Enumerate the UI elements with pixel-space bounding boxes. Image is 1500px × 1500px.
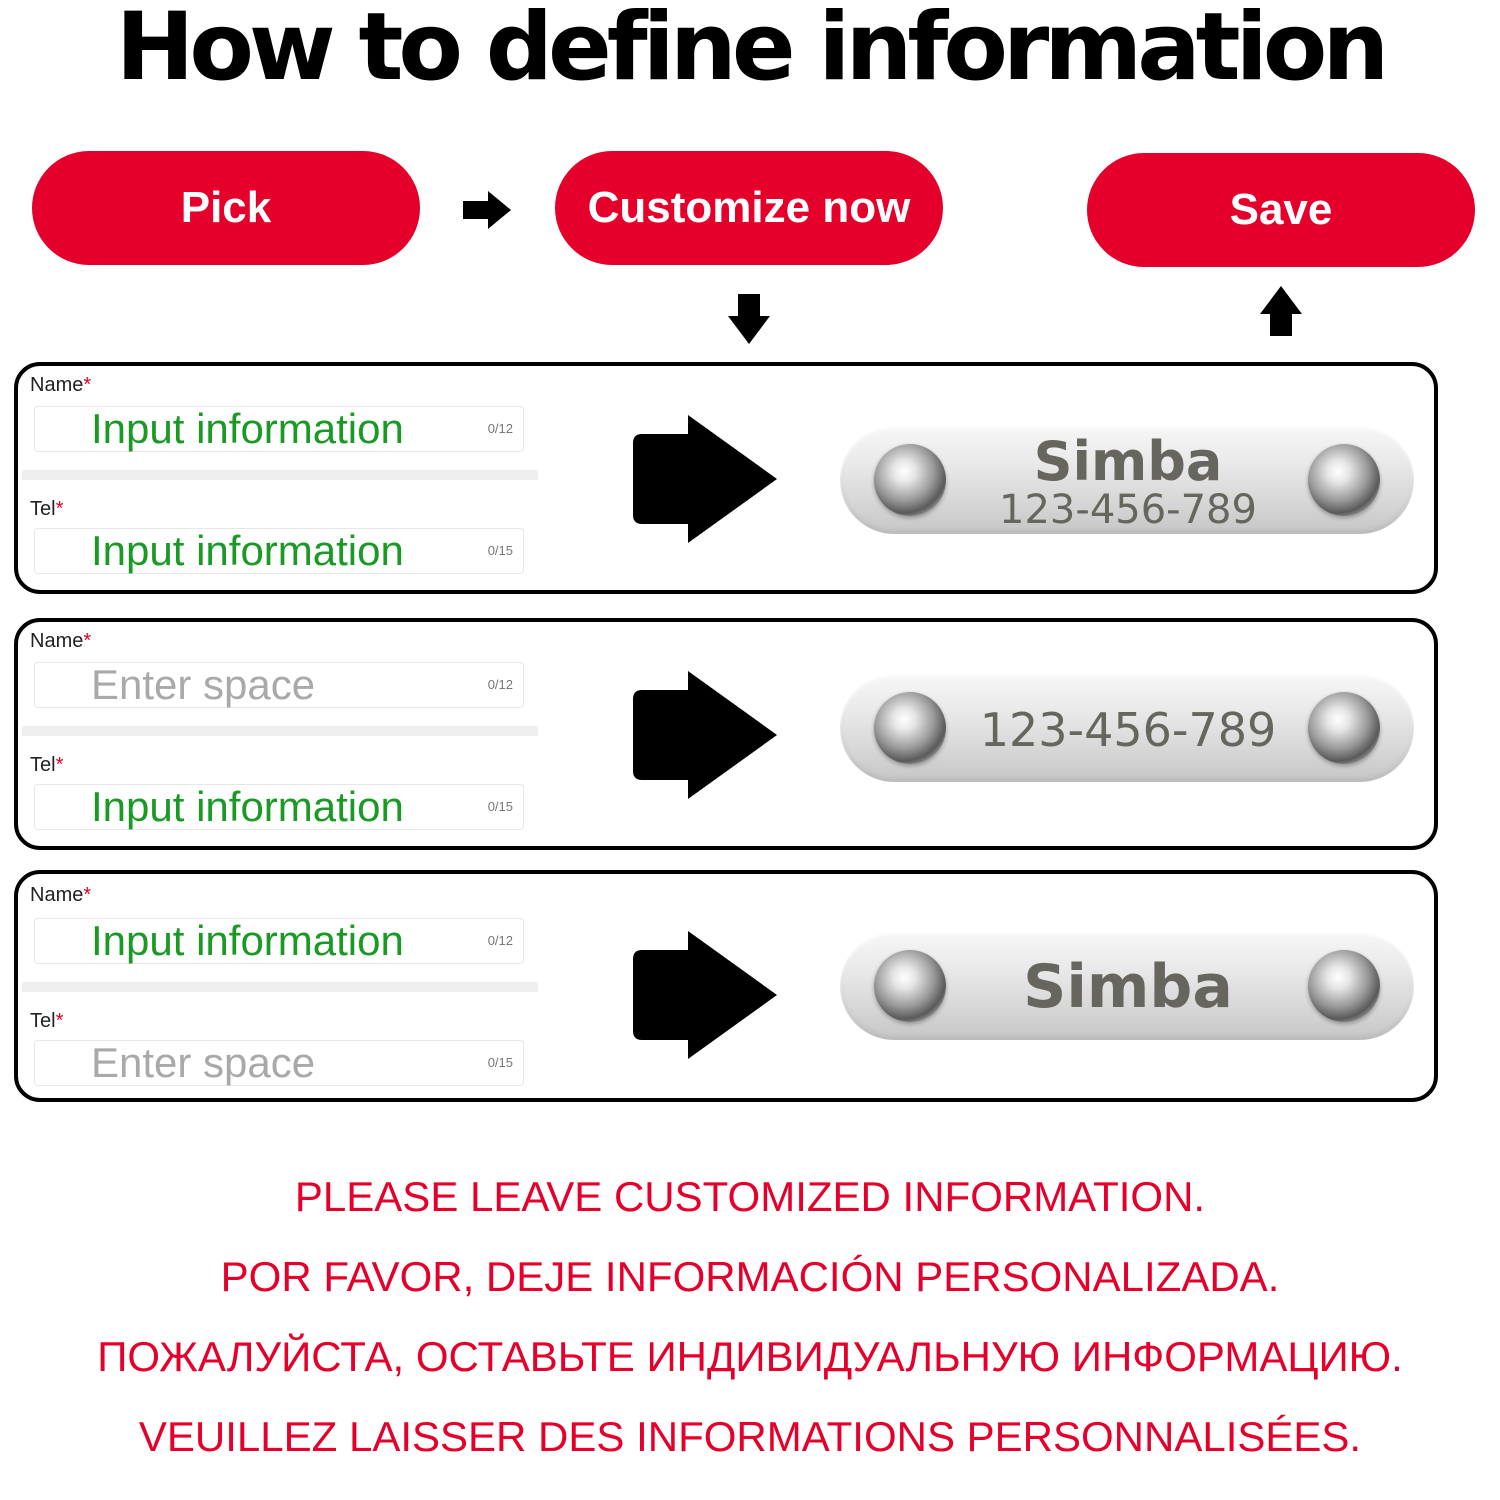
page-title: How to define information bbox=[115, 0, 1385, 102]
engraved-tag-preview bbox=[840, 932, 1414, 1040]
tel-input[interactable] bbox=[34, 528, 524, 574]
tel-input[interactable] bbox=[34, 1040, 524, 1086]
tag-phone-text: 123-456-789 bbox=[999, 487, 1257, 533]
tel-label: Tel* bbox=[30, 754, 64, 776]
tel-input-value: Input information bbox=[91, 783, 404, 830]
name-label: Name* bbox=[30, 884, 92, 906]
note-russian: ПОЖАЛУЙСТА, ОСТАВЬТЕ ИНДИВИДУАЛЬНУЮ ИНФОРМАЦИЮ. bbox=[97, 1333, 1403, 1380]
example-panel-3 bbox=[14, 870, 1438, 1102]
tag-name-text: Simba bbox=[1033, 430, 1223, 493]
name-input[interactable] bbox=[34, 406, 524, 452]
tel-char-counter: 0/15 bbox=[487, 543, 513, 558]
pick-button[interactable]: Pick bbox=[32, 151, 420, 265]
rivet-icon bbox=[1308, 692, 1380, 764]
example-panel-1 bbox=[14, 362, 1438, 594]
tel-label: Tel* bbox=[30, 1010, 64, 1032]
right-arrow-icon bbox=[460, 188, 514, 232]
down-arrow-icon bbox=[726, 292, 772, 346]
note-spanish: POR FAVOR, DEJE INFORMACIÓN PERSONALIZADA. bbox=[220, 1253, 1280, 1300]
field-divider bbox=[22, 982, 538, 992]
note-english: PLEASE LEAVE CUSTOMIZED INFORMATION. bbox=[294, 1173, 1206, 1220]
rivet-icon bbox=[874, 692, 946, 764]
save-button[interactable]: Save bbox=[1087, 153, 1475, 267]
name-input-value: Input information bbox=[91, 917, 404, 964]
tel-label: Tel* bbox=[30, 498, 64, 520]
rivet-icon bbox=[1308, 950, 1380, 1022]
result-arrow-icon bbox=[630, 928, 782, 1062]
example-panel-2 bbox=[14, 618, 1438, 850]
tag-phone-text: 123-456-789 bbox=[979, 703, 1277, 757]
up-arrow-icon bbox=[1258, 284, 1304, 338]
tel-char-counter: 0/15 bbox=[487, 1055, 513, 1070]
name-input-value: Input information bbox=[91, 405, 404, 452]
tel-input-value: Enter space bbox=[91, 1039, 316, 1086]
note-french: VEUILLEZ LAISSER DES INFORMATIONS PERSONNALISÉES. bbox=[138, 1413, 1362, 1460]
rivet-icon bbox=[1308, 444, 1380, 516]
name-input-value: Enter space bbox=[91, 661, 316, 708]
name-label: Name* bbox=[30, 374, 92, 396]
name-input[interactable] bbox=[34, 662, 524, 708]
rivet-icon bbox=[874, 950, 946, 1022]
tel-char-counter: 0/15 bbox=[487, 799, 513, 814]
tel-input-value: Input information bbox=[91, 527, 404, 574]
tag-name-text: Simba bbox=[1023, 952, 1233, 1022]
engraved-tag-preview bbox=[840, 426, 1414, 534]
field-divider bbox=[22, 726, 538, 736]
name-char-counter: 0/12 bbox=[487, 421, 513, 436]
name-label: Name* bbox=[30, 630, 92, 652]
name-input[interactable] bbox=[34, 918, 524, 964]
rivet-icon bbox=[874, 444, 946, 516]
customize-now-button[interactable]: Customize now bbox=[555, 151, 943, 265]
name-char-counter: 0/12 bbox=[487, 677, 513, 692]
result-arrow-icon bbox=[630, 412, 782, 546]
instruction-notes bbox=[0, 1160, 1500, 1480]
tel-input[interactable] bbox=[34, 784, 524, 830]
engraved-tag-preview bbox=[840, 674, 1414, 782]
field-divider bbox=[22, 470, 538, 480]
result-arrow-icon bbox=[630, 668, 782, 802]
name-char-counter: 0/12 bbox=[487, 933, 513, 948]
